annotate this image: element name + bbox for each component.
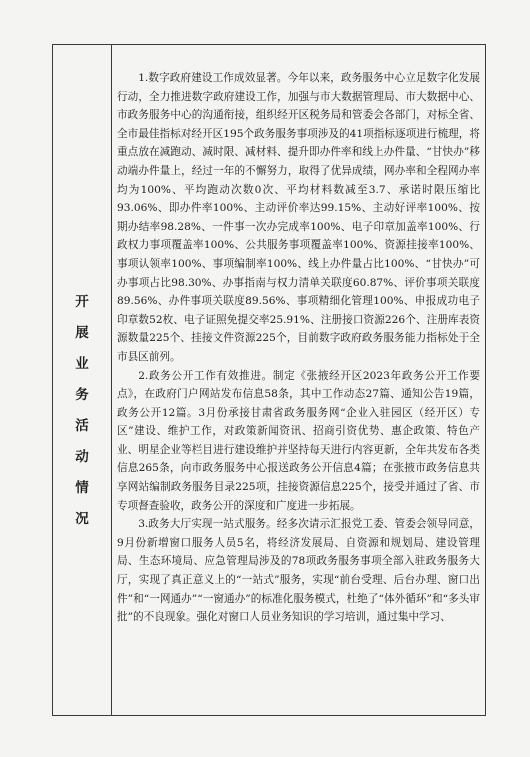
section-label-cell	[53, 45, 111, 715]
section-label-char: 活	[75, 418, 89, 434]
section-label-char: 开	[75, 294, 89, 310]
section-label	[53, 287, 111, 535]
section-label-char: 情	[75, 480, 89, 496]
section-label-char: 况	[75, 511, 89, 527]
section-label-char: 动	[75, 449, 89, 465]
section-label-char: 业	[75, 356, 89, 372]
content-cell	[117, 69, 480, 627]
paragraph-government-affairs-openness: 2.政务公开工作有效推进。制定《张掖经开区2023年政务公开工作要点》，在政府门户网站发布信息58条，其中工作动态27篇、通知公告19篇，政务公开12篇。3月份承接甘肃省政务服务网“企业入驻园区（经开区）专区”建设、维护工作，对政策新闻资讯、招商引资优势、惠企政策、特色产业、明星企业等栏目进行建设维护并坚持每天进行内容更新，全年共发布各类信息265条，向市政务服务中心报送政务公开信息4篇；在张掖市政务信息共享网站编制政务服务目录225项，挂接资源信息225个，接受并通过了省、市专项督查验收，政务公开的深度和广度进一步拓展。	[117, 369, 480, 512]
column-divider	[111, 45, 112, 715]
section-label-char: 务	[75, 387, 89, 403]
report-table	[52, 44, 486, 716]
section-label-char: 展	[75, 325, 89, 341]
paragraph-digital-government: 1.数字政府建设工作成效显著。今年以来，政务服务中心立足数字化发展行动，全力推进数字政府建设工作，加强与市大数据管理局、市大数据中心、市政务服务中心的沟通衔接，组织经开区税务局和管委会各部门，对标全省、全市最佳指标对经开区195个政务服务事项涉及的41项指标逐项进行梳理，将重点放在减跑动、减时限、减材料、提升即办件率和线上办件量、“甘快办”移动端办件量上，经过一年的不懈努力，取得了优异成绩，网办率和全程网办率均为100%、平均跑动次数0次、平均材料数减至3.7、承诺时限压缩比93.06%、即办件率100%、主动评价率达99.15%、主动好评率100%、按期办结率98.28%、一件事一次办完成率100%、电子印章加盖率100%、行政权力事项覆盖率100%、公共服务事项覆盖率100%、资源挂接率100%、事项认领率100%、事项编制率100%、线上办件量占比100%、“甘快办”可办事项占比98.30%、办事指南与权力清单关联度60.87%、评价事项关联度89.56%、办件事项关联度89.56%、事项精细化管理100%、申报成功电子印章数52枚、电子证照免提交率25.91%、注册接口资源226个、注册库表资源数量225个、挂接文件资源225个，目前数字政府政务服务能力指标处于全市县区前列。	[117, 72, 480, 363]
paragraph-one-stop-service: 3.政务大厅实现一站式服务。经多次请示汇报党工委、管委会领导同意，9月份新增窗口服务人员5名，将经济发展局、自资源和规划局、建设管理局、生态环境局、应急管理局涉及的78项政务服务事项全部入驻政务服务大厅，实现了真正意义上的“一站式”服务，实现“前台受理、后台办理、窗口出件”和“一网通办”“一窗通办”的标准化服务模式，杜绝了“体外循环”和“多头审批”的不良现象。强化对窗口人员业务知识的学习培训，通过集中学习、	[117, 518, 480, 624]
